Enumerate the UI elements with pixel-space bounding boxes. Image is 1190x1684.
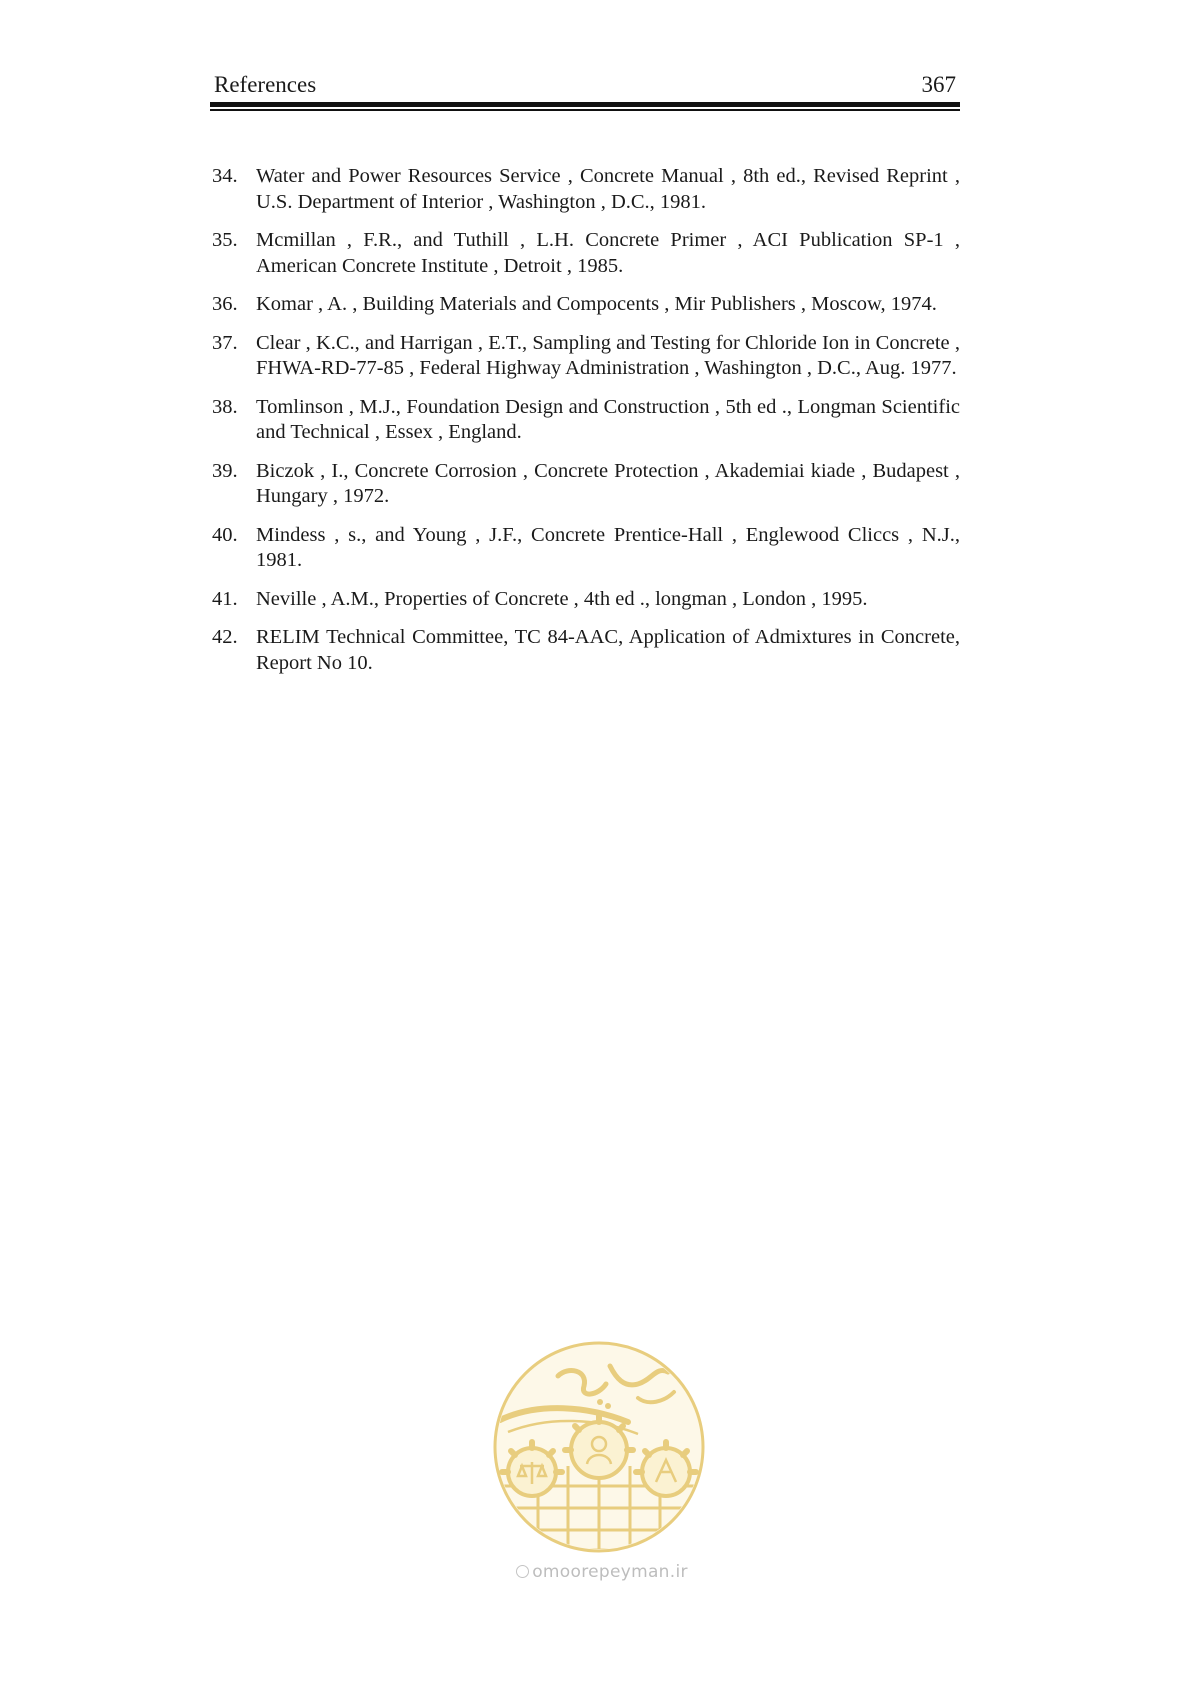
reference-number: 34. [212,165,238,187]
reference-item-42 [212,625,960,676]
reference-text: Tomlinson , M.J., Foundation Design and Construction , 5th ed ., Longman Scientific and Technical , Essex , England. [256,395,960,443]
reference-item-34 [212,164,960,215]
reference-text: Biczok , I., Concrete Corrosion , Concrete Protection , Akademiai kiade , Budapest , Hungary , 1972. [256,459,960,507]
reference-text: Neville , A.M., Properties of Concrete , 4th ed ., longman , London , 1995. [256,587,868,610]
header-rule-thin [210,109,960,111]
reference-text: Komar , A. , Building Materials and Compocents , Mir Publishers , Moscow, 1974. [256,293,937,315]
reference-item-36 [212,292,960,318]
watermark-site-text: omoorepeyman.ir [532,1562,688,1582]
reference-item-37 [212,331,960,382]
reference-item-38 [212,395,960,446]
reference-text: Clear , K.C., and Harrigan , E.T., Sampling and Testing for Chloride Ion in Concrete , FHWA-RD-77-85 , Federal Highway Administration , Washington , D.C., Aug. 1977. [256,331,960,379]
reference-text: RELIM Technical Committee, TC 84-AAC, Application of Admixtures in Concrete, Report No 10. [256,626,960,674]
reference-item-35 [212,228,960,279]
header-rule-thick [210,102,960,107]
watermark-logo [488,1336,710,1558]
reference-number: 40. [212,523,238,546]
reference-text: Mindess , s., and Young , J.F., Concrete Prentice-Hall , Englewood Cliccs , N.J., 1981. [256,523,960,571]
reference-number: 41. [212,587,238,610]
reference-list [212,164,960,689]
reference-text: Water and Power Resources Service , Concrete Manual , 8th ed., Revised Reprint , U.S. Department of Interior , Washington , D.C., 1981. [256,165,960,213]
globe-icon [516,1565,529,1578]
page-number: 367 [921,72,956,97]
reference-text: Mcmillan , F.R., and Tuthill , L.H. Concrete Primer , ACI Publication SP-1 , American Concrete Institute , Detroit , 1985. [256,229,960,277]
reference-item-41 [212,587,960,613]
watermark-site [502,1562,702,1582]
reference-item-39 [212,459,960,510]
reference-number: 42. [212,626,238,648]
running-header-title: References [214,72,317,97]
reference-number: 35. [212,229,238,251]
reference-number: 37. [212,331,238,354]
reference-number: 36. [212,293,238,315]
reference-number: 38. [212,395,238,418]
running-header [210,70,960,100]
reference-number: 39. [212,459,238,482]
reference-item-40 [212,523,960,574]
